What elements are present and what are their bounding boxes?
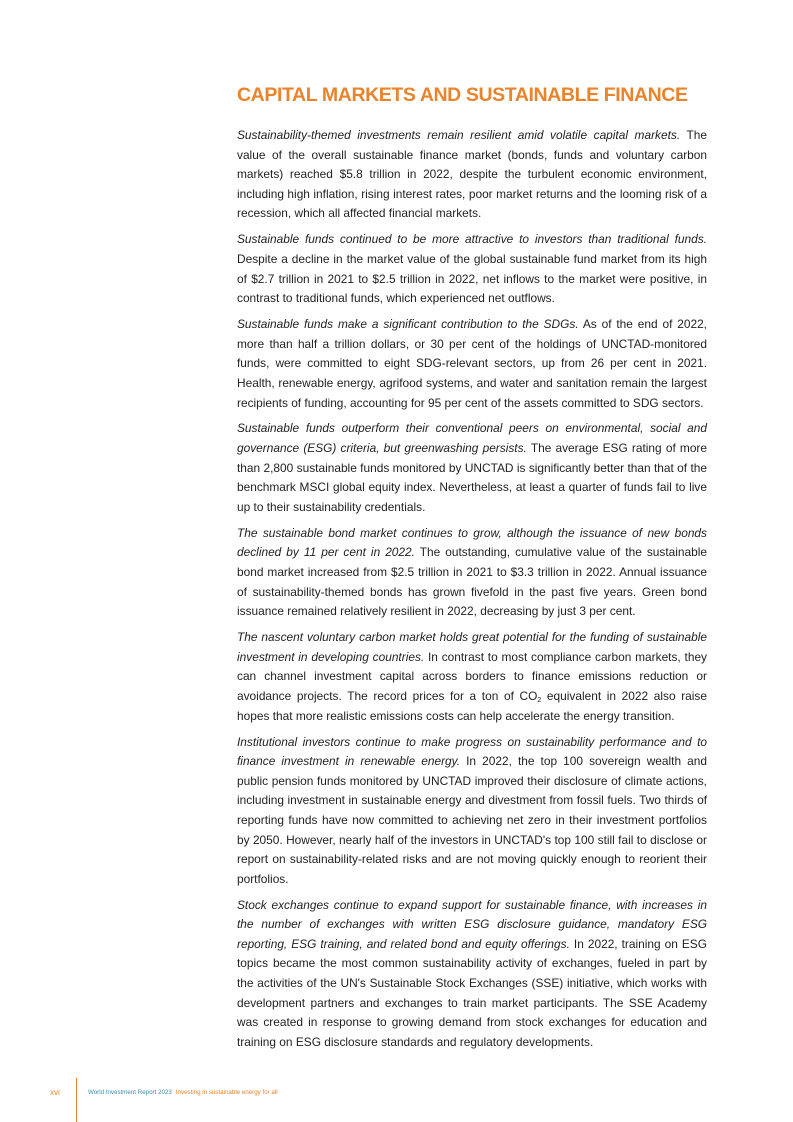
paragraph-institutional-investors (237, 733, 707, 890)
section-title: CAPITAL MARKETS AND SUSTAINABLE FINANCE (237, 84, 688, 106)
paragraph-body: The outstanding, cumulative value of the sustainable bond market increased from $2.5 trillion in 2021 to $3.3 trillion in 2022. Annual issuance of sustainability-themed bonds has grown fivefold in the past five years. Green bond issuance remained relatively resilient in 2022, decreasing by just 3 per cent. (237, 545, 707, 619)
footer-report-title (88, 1089, 278, 1096)
paragraph-lead: Institutional investors continue to make progress on sustainability performance and to finance investment in renewable energy. (237, 734, 707, 769)
paragraph-body: As of the end of 2022, more than half a trillion dollars, or 30 per cent of the holdings of UNCTAD-monitored funds, were committed to eight SDG-relevant sectors, up from 26 per cent in 2021. Health, renewable energy, agrifood systems, and water and sanitation remain the largest recipients of funding, accounting for 95 per cent of the assets committed to SDG sectors. (237, 317, 707, 410)
paragraph-body: The average ESG rating of more than 2,800 sustainable funds monitored by UNCTAD is significantly better than that of the benchmark MSCI global equity index. Nevertheless, at least a quarter of funds fail to live up to their sustainability credentials. (237, 441, 708, 514)
paragraph-lead: Sustainable funds make a significant contribution to the SDGs. (237, 317, 579, 332)
body-text (237, 126, 707, 1059)
page-number: xvi (50, 1088, 60, 1097)
paragraph-lead: Sustainability-themed investments remain resilient amid volatile capital markets. (237, 128, 681, 142)
paragraph-lead: Sustainable funds continued to be more attractive to investors than traditional funds. (237, 232, 707, 247)
paragraph-lead: Sustainable funds outperform their conventional peers on environmental, social and governance (ESG) criteria, but greenwashing persists. (237, 421, 707, 456)
paragraph-body: Despite a decline in the market value of the global sustainable fund market from its high of $2.7 trillion in 2021 to $2.5 trillion in 2022, net inflows to the market were positive, in contrast to traditional funds, which experienced net outflows. (237, 251, 707, 306)
paragraph-resilient-investments (237, 126, 707, 224)
co2-subscript: 2 (537, 696, 542, 704)
report-subtitle: Investing in sustainable energy for all (175, 1089, 278, 1096)
paragraph-sdg-contribution (237, 315, 707, 413)
paragraph-body-continued: equivalent in 2022 also raise hopes that more realistic emissions costs can help accelerate the energy transition. (237, 688, 707, 723)
paragraph-lead: Stock exchanges continue to expand support for sustainable finance, with increases in the number of exchanges with written ESG disclosure guidance, mandatory ESG reporting, ESG training, and related bond and equity offerings. (237, 897, 707, 951)
paragraph-esg-greenwashing (237, 419, 707, 517)
paragraph-sustainable-funds-attractive (237, 230, 707, 308)
paragraph-body: In 2022, the top 100 sovereign wealth and public pension funds monitored by UNCTAD improved their disclosure of climate actions, including investment in sustainable energy and divestment from fossil fuels. Two thirds of reporting funds have now committed to achieving net zero in their investment portfolios by 2050. However, nearly half of the investors in UNCTAD's top 100 still fail to disclose or report on sustainability-related risks and are not moving quickly enough to reorient their portfolios. (237, 754, 707, 886)
paragraph-body: In 2022, training on ESG topics became the most common sustainability activity of exchanges, fueled in part by the activities of the UN's Sustainable Stock Exchanges (SSE) initiative, which works with development partners and exchanges to train market participants. The SSE Academy was created in response to growing demand from stock exchanges for education and training on ESG disclosure standards and regulatory developments. (237, 936, 707, 1049)
paragraph-lead: The sustainable bond market continues to grow, although the issuance of new bonds declined by 11 per cent in 2022. (237, 525, 707, 560)
footer-divider (76, 1078, 77, 1122)
paragraph-body: The value of the overall sustainable finance market (bonds, funds and voluntary carbon markets) reached $5.8 trillion in 2022, despite the turbulent economic environment, including high inflation, rising interest rates, poor market returns and the looming risk of a recession, which all affected financial markets. (237, 128, 708, 221)
paragraph-lead: The nascent voluntary carbon market holds great potential for the funding of sustainable investment in developing countries. (237, 630, 707, 664)
report-title: World Investment Report 2023 (88, 1089, 172, 1096)
paragraph-body: In contrast to most compliance carbon markets, they can channel investment capital across borders to finance emissions reduction or avoidance projects. The record prices for a ton of CO (237, 649, 707, 703)
paragraph-voluntary-carbon-market (237, 628, 707, 726)
paragraph-sustainable-bonds (237, 524, 707, 622)
paragraph-stock-exchanges (237, 896, 707, 1053)
